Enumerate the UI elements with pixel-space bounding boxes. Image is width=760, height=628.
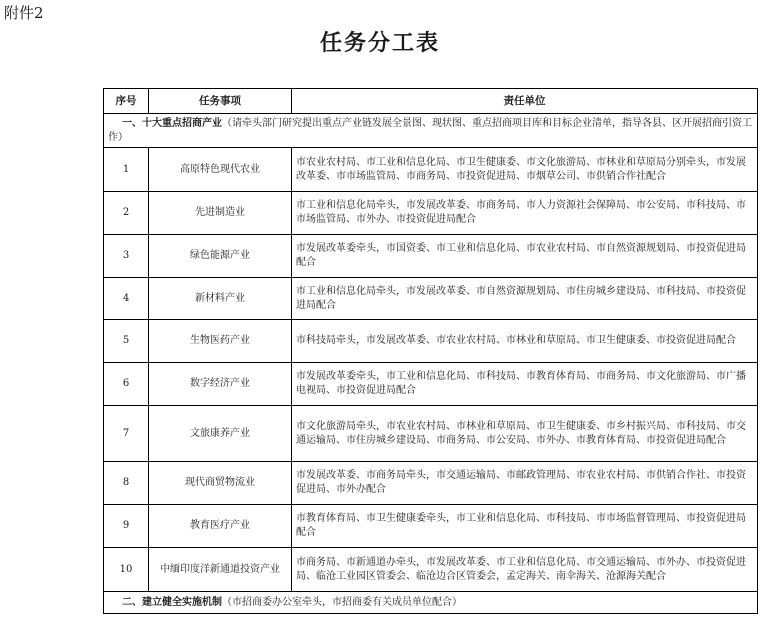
header-units: 责任单位 bbox=[292, 89, 758, 114]
row-seq: 7 bbox=[104, 406, 149, 462]
section-1-heading: 一、十大重点招商产业 bbox=[122, 117, 222, 129]
table-row bbox=[104, 148, 758, 192]
row-seq: 3 bbox=[104, 235, 149, 278]
row-item: 现代商贸物流业 bbox=[149, 462, 292, 505]
row-item: 文旅康养产业 bbox=[149, 406, 292, 462]
row-seq: 6 bbox=[104, 363, 149, 406]
task-table bbox=[103, 88, 758, 614]
section-cell-1 bbox=[104, 114, 758, 148]
row-seq: 5 bbox=[104, 320, 149, 363]
row-item: 生物医药产业 bbox=[149, 320, 292, 363]
row-seq: 1 bbox=[104, 148, 149, 192]
table-row bbox=[104, 462, 758, 505]
row-item: 高原特色现代农业 bbox=[149, 148, 292, 192]
row-units: 市文化旅游局牵头，市农业农村局、市林业和草原局、市卫生健康委、市乡村振兴局、市科技局、市交通运输局、市住房城乡建设局、市商务局、市公安局、市外办、市教育体育局、市投资促进局配合 bbox=[292, 406, 758, 462]
row-item: 绿色能源产业 bbox=[149, 235, 292, 278]
table-row bbox=[104, 278, 758, 320]
row-units: 市工业和信息化局牵头，市发展改革委、市商务局、市人力资源社会保障局、市公安局、市科技局、市市场监管局、市外办、市投资促进局配合 bbox=[292, 192, 758, 235]
row-item: 教育医疗产业 bbox=[149, 505, 292, 548]
table-header-row bbox=[104, 89, 758, 114]
row-item: 中缅印度洋新通道投资产业 bbox=[149, 548, 292, 592]
row-units: 市科技局牵头，市发展改革委、市农业农村局、市林业和草原局、市卫生健康委、市投资促进局配合 bbox=[292, 320, 758, 363]
attachment-label: 附件2 bbox=[4, 4, 44, 22]
row-units: 市商务局、市新通道办牵头，市发展改革委、市工业和信息化局、市交通运输局、市外办、市投资促进局、临沧工业园区管委会、临沧边合区管委会，孟定海关、南伞海关、沧源海关配合 bbox=[292, 548, 758, 592]
section-cell-2 bbox=[104, 592, 758, 614]
table-row bbox=[104, 235, 758, 278]
header-seq: 序号 bbox=[104, 89, 149, 114]
table-row bbox=[104, 363, 758, 406]
row-units: 市发展改革委牵头，市国资委、市工业和信息化局、市农业农村局、市自然资源规划局、市投资促进局配合 bbox=[292, 235, 758, 278]
table-row bbox=[104, 320, 758, 363]
row-units: 市发展改革委、市商务局牵头，市交通运输局、市邮政管理局、市农业农村局、市供销合作社、市投资促进局、市外办配合 bbox=[292, 462, 758, 505]
row-seq: 8 bbox=[104, 462, 149, 505]
table-row bbox=[104, 406, 758, 462]
row-units: 市发展改革委牵头，市工业和信息化局、市科技局、市教育体育局、市商务局、市文化旅游局、市广播电视局、市投资促进局配合 bbox=[292, 363, 758, 406]
section-1-note: （请牵头部门研究提出重点产业链发展全景图、现状图、重点招商项目库和目标企业清单，指导各县、区开展招商引资工作） bbox=[108, 117, 752, 143]
row-seq: 10 bbox=[104, 548, 149, 592]
row-item: 先进制造业 bbox=[149, 192, 292, 235]
header-item: 任务事项 bbox=[149, 89, 292, 114]
row-item: 数字经济产业 bbox=[149, 363, 292, 406]
row-units: 市工业和信息化局牵头，市发展改革委、市自然资源规划局、市住房城乡建设局、市科技局、市投资促进局配合 bbox=[292, 278, 758, 320]
row-seq: 4 bbox=[104, 278, 149, 320]
section-row-2 bbox=[104, 592, 758, 614]
section-row-1 bbox=[104, 114, 758, 148]
row-item: 新材料产业 bbox=[149, 278, 292, 320]
row-seq: 2 bbox=[104, 192, 149, 235]
table-row bbox=[104, 192, 758, 235]
table-row bbox=[104, 505, 758, 548]
section-2-heading: 二、建立健全实施机制 bbox=[122, 596, 222, 608]
table-row bbox=[104, 548, 758, 592]
section-2-note: （市招商委办公室牵头，市招商委有关成员单位配合） bbox=[222, 596, 462, 608]
page-title: 任务分工表 bbox=[319, 30, 440, 56]
row-units: 市教育体育局、市卫生健康委牵头，市工业和信息化局、市科技局、市市场监督管理局、市投资促进局配合 bbox=[292, 505, 758, 548]
row-units: 市农业农村局、市工业和信息化局、市卫生健康委、市文化旅游局、市林业和草原局分别牵头，市发展改革委、市市场监管局、市商务局、市投资促进局、市烟草公司、市供销合作社配合 bbox=[292, 148, 758, 192]
row-seq: 9 bbox=[104, 505, 149, 548]
